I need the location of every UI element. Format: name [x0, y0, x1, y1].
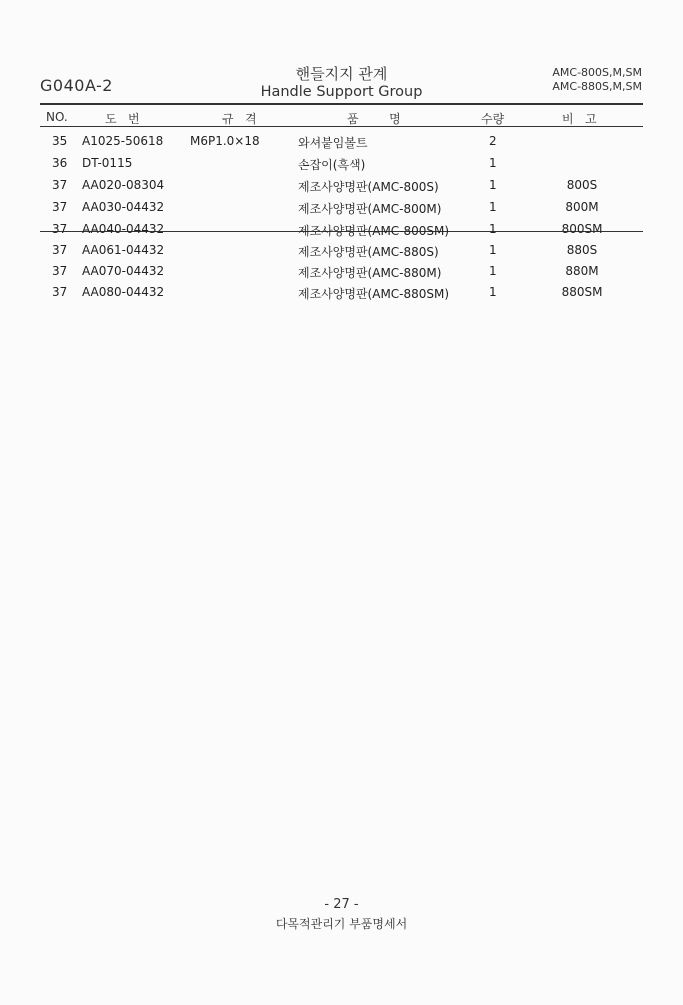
- cell-name: 제조사양명판(AMC-800M): [298, 202, 442, 216]
- cell-part-no: AA080-04432: [82, 285, 165, 299]
- group-title-english: Handle Support Group: [260, 84, 423, 100]
- cell-remark: 800M: [565, 200, 599, 214]
- cell-remark: 800SM: [561, 222, 603, 236]
- column-header-remark: 비 고: [562, 112, 597, 126]
- cell-part-no: AA040-04432: [82, 222, 165, 236]
- cell-name: 와셔붙임볼트: [298, 136, 368, 150]
- cell-no: 37: [52, 264, 68, 278]
- cell-part-no: AA061-04432: [82, 243, 165, 257]
- document-title: 다목적관리기 부품명세서: [275, 917, 408, 931]
- cell-part-no: A1025-50618: [82, 134, 164, 148]
- cell-name: 제조사양명판(AMC-880M): [298, 266, 442, 280]
- cell-qty: 1: [489, 200, 497, 214]
- column-header-spec: 규 격: [222, 112, 257, 126]
- model-label: AMC-880S,M,SM: [552, 80, 642, 93]
- cell-no: 36: [52, 156, 68, 170]
- page-number: - 27 -: [324, 897, 359, 912]
- cell-name: 제조사양명판(AMC-800S): [298, 180, 439, 194]
- cell-part-no: AA070-04432: [82, 264, 165, 278]
- cell-no: 37: [52, 200, 68, 214]
- cell-remark: 800S: [566, 178, 598, 192]
- cell-qty: 1: [489, 222, 497, 236]
- model-label: AMC-800S,M,SM: [552, 66, 642, 79]
- cell-qty: 1: [489, 285, 497, 299]
- column-header-name: 품 명: [347, 112, 401, 126]
- table-header-rule: [40, 126, 643, 127]
- cell-qty: 2: [489, 134, 497, 148]
- group-code: G040A-2: [40, 76, 113, 95]
- column-header-no: NO.: [46, 110, 68, 124]
- cell-part-no: DT-0115: [82, 156, 133, 170]
- cell-qty: 1: [489, 156, 497, 170]
- cell-name: 손잡이(흑색): [298, 158, 366, 172]
- cell-qty: 1: [489, 264, 497, 278]
- cell-name: 제조사양명판(AMC-880S): [298, 245, 439, 259]
- cell-qty: 1: [489, 243, 497, 257]
- cell-remark: 880M: [565, 264, 599, 278]
- cell-name: 제조사양명판(AMC-880SM): [298, 287, 450, 301]
- cell-remark: 880SM: [561, 285, 603, 299]
- cell-no: 35: [52, 134, 68, 148]
- cell-qty: 1: [489, 178, 497, 192]
- column-header-part-no: 도 번: [105, 112, 140, 126]
- table-top-rule: [40, 103, 643, 105]
- cell-name: 제조사양명판(AMC-800SM): [298, 224, 450, 238]
- cell-remark: 880S: [566, 243, 598, 257]
- cell-part-no: AA020-08304: [82, 178, 165, 192]
- cell-no: 37: [52, 243, 68, 257]
- column-header-qty: 수량: [481, 112, 505, 126]
- cell-part-no: AA030-04432: [82, 200, 165, 214]
- cell-spec: M6P1.0×18: [190, 134, 260, 148]
- group-title-korean: 핸들지지 관계: [295, 65, 388, 83]
- cell-no: 37: [52, 285, 68, 299]
- cell-no: 37: [52, 222, 68, 236]
- cell-no: 37: [52, 178, 68, 192]
